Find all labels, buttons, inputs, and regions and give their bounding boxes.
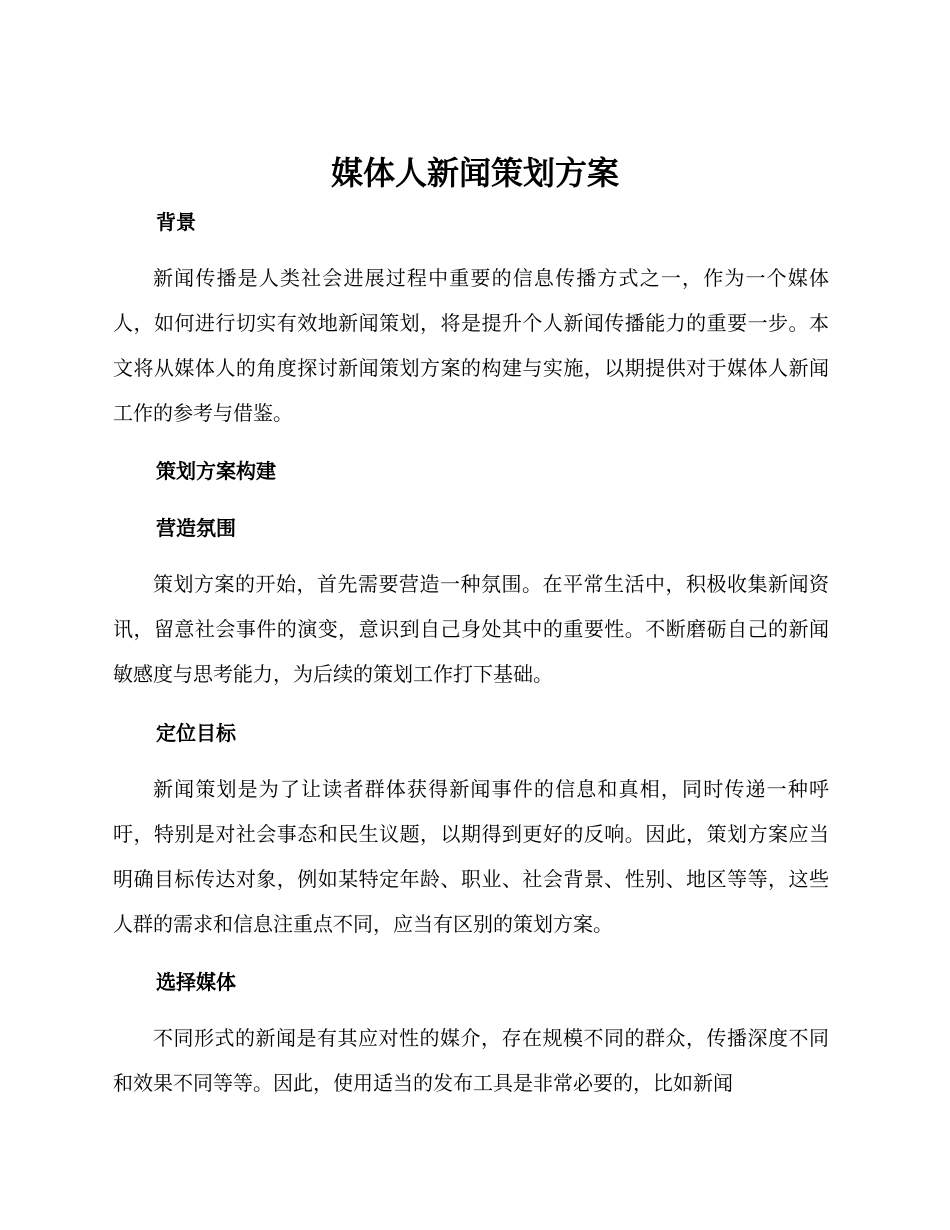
section-heading-choose-media: 选择媒体 <box>156 970 236 994</box>
section-paragraph-create-atmosphere: 策划方案的开始，首先需要营造一种氛围。在平常生活中，积极收集新闻资讯，留意社会事件的演变，意识到自己身处其中的重要性。不断磨砺自己的新闻敏感度与思考能力，为后续的策划工作打下基础。 <box>113 572 829 686</box>
section-heading-background: 背景 <box>156 210 196 234</box>
section-paragraph-target-positioning: 新闻策划是为了让读者群体获得新闻事件的信息和真相，同时传递一种呼吁，特别是对社会事态和民生议题，以期得到更好的反响。因此，策划方案应当明确目标传达对象，例如某特定年龄、职业、社会背景、性别、地区等等，这些人群的需求和信息注重点不同，应当有区别的策划方案。 <box>113 777 829 936</box>
document-title: 媒体人新闻策划方案 <box>330 154 619 192</box>
section-heading-create-atmosphere: 营造氛围 <box>156 516 236 540</box>
section-paragraph-choose-media: 不同形式的新闻是有其应对性的媒介，存在规模不同的群众，传播深度不同和效果不同等等。因此，使用适当的发布工具是非常必要的，比如新闻 <box>113 1026 829 1095</box>
section-paragraph-background: 新闻传播是人类社会进展过程中重要的信息传播方式之一，作为一个媒体人，如何进行切实有效地新闻策划，将是提升个人新闻传播能力的重要一步。本文将从媒体人的角度探讨新闻策划方案的构建与实施，以期提供对于媒体人新闻工作的参考与借鉴。 <box>113 266 829 425</box>
section-heading-plan-construction: 策划方案构建 <box>156 459 276 483</box>
section-heading-target-positioning: 定位目标 <box>156 721 236 745</box>
